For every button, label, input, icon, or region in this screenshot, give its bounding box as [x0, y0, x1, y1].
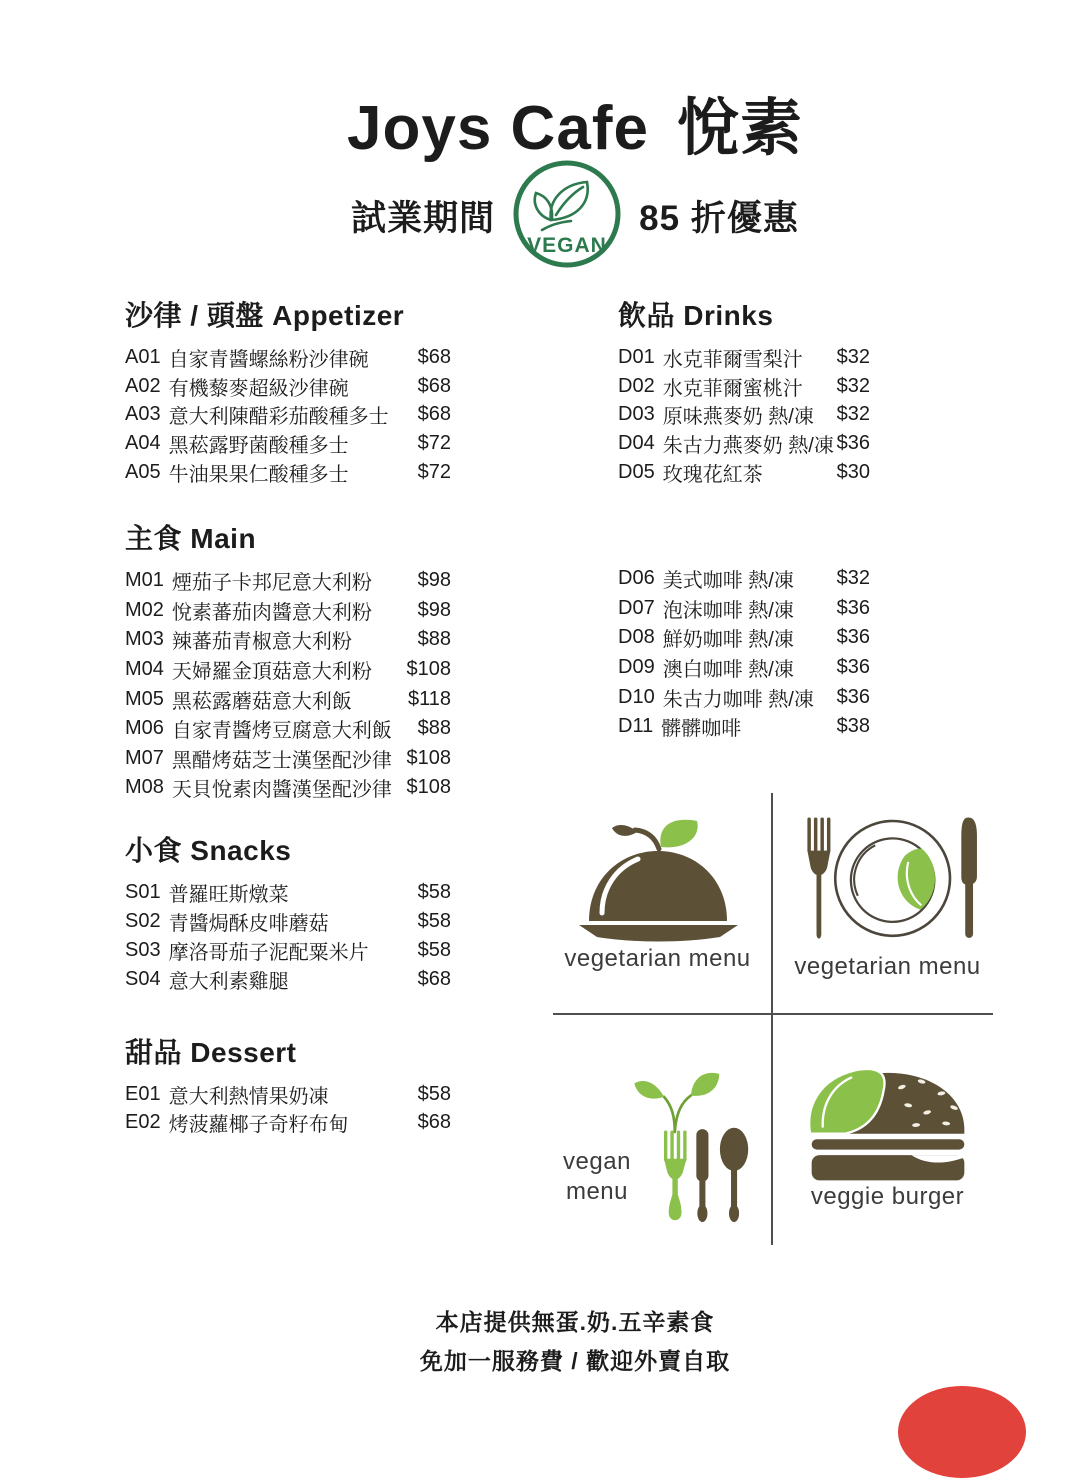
item-code: M08 — [125, 776, 164, 799]
item-name: 水克菲爾雪梨汁 — [662, 348, 803, 371]
item-name: 青醬焗酥皮啡蘑菇 — [168, 913, 329, 935]
item-code: S02 — [125, 910, 161, 932]
item-price: $68 — [417, 345, 451, 368]
item-code: E02 — [125, 1111, 161, 1134]
item-price: $72 — [417, 460, 451, 483]
item-code: M07 — [125, 746, 164, 769]
section-drinks — [618, 294, 870, 486]
veggie-burger-icon — [798, 1057, 978, 1182]
menu-item-a04 — [125, 429, 451, 458]
menu-item-d05 — [618, 458, 870, 487]
item-name: 烤菠蘿椰子奇籽布甸 — [168, 1114, 349, 1137]
footer-note-service: 免加一服務費 / 歡迎外賣自取 — [419, 1348, 731, 1374]
vegan-badge-label: VEGAN — [527, 233, 608, 257]
item-name: 黑菘露野菌酸種多士 — [168, 434, 349, 457]
item-code: M02 — [125, 598, 164, 621]
cloche-leaf-icon — [571, 819, 746, 949]
item-code: A05 — [125, 460, 161, 483]
promo-right-text: 85 折優惠 — [639, 199, 799, 238]
section-title: 飲品 Drinks — [618, 300, 774, 331]
item-code: A04 — [125, 431, 161, 454]
menu-item-e02 — [125, 1108, 451, 1136]
item-code: D03 — [618, 403, 655, 426]
item-name: 意大利陳醋彩茄酸種多士 — [168, 406, 389, 429]
menu-item-d01 — [618, 343, 870, 372]
item-price: $32 — [836, 345, 870, 368]
illustration-caption: vegan menu — [563, 1148, 631, 1205]
menu-item-d03 — [618, 400, 870, 429]
item-price: $108 — [406, 776, 451, 799]
item-name: 玫瑰花紅茶 — [662, 463, 763, 486]
menu-item-m06 — [125, 714, 451, 744]
item-price: $68 — [417, 403, 451, 426]
item-name: 朱古力燕麥奶 熱/凍 — [662, 434, 834, 457]
item-price: $36 — [836, 626, 870, 649]
section-title: 甜品 Dessert — [125, 1037, 297, 1068]
item-name: 辣蕃茄青椒意大利粉 — [171, 631, 352, 654]
menu-item-m03 — [125, 625, 451, 655]
menu-item-s04 — [125, 965, 451, 994]
item-name: 意大利素雞腿 — [168, 971, 289, 993]
item-name: 悅素蕃茄肉醬意大利粉 — [171, 601, 372, 624]
item-code: S04 — [125, 968, 161, 990]
illustration-caption: vegetarian menu — [794, 953, 981, 980]
item-price: $108 — [406, 658, 451, 681]
section-title: 主食 Main — [125, 523, 257, 554]
section-appetizer — [125, 294, 451, 486]
item-price: $98 — [417, 598, 451, 621]
item-price: $72 — [417, 431, 451, 454]
item-price: $58 — [417, 910, 451, 932]
menu-item-m07 — [125, 744, 451, 774]
illustration-veggie-burger — [775, 1017, 1000, 1235]
menu-item-a01 — [125, 343, 451, 372]
item-code: D08 — [618, 626, 655, 649]
item-code: S01 — [125, 881, 161, 903]
illustration-cloche — [545, 793, 770, 1011]
item-code: A02 — [125, 374, 161, 397]
promo-banner — [70, 158, 1080, 274]
item-name: 意大利熱情果奶凍 — [168, 1085, 329, 1108]
item-code: M03 — [125, 628, 164, 651]
item-name: 摩洛哥茄子泥配粟米片 — [168, 942, 369, 964]
item-name: 普羅旺斯燉菜 — [168, 884, 289, 906]
section-dessert — [125, 1031, 451, 1137]
item-price: $88 — [417, 628, 451, 651]
menu-item-a03 — [125, 400, 451, 429]
item-price: $36 — [836, 656, 870, 679]
item-price: $36 — [836, 596, 870, 619]
menu-item-a02 — [125, 372, 451, 401]
item-name: 天貝悅素肉醬漢堡配沙律 — [171, 779, 392, 802]
item-code: A03 — [125, 403, 161, 426]
item-code: D02 — [618, 374, 655, 397]
item-name: 水克菲爾蜜桃汁 — [662, 377, 803, 400]
item-price: $68 — [417, 374, 451, 397]
menu-item-m04 — [125, 655, 451, 685]
item-name: 有機藜麥超級沙律碗 — [168, 377, 349, 400]
illustration-caption: veggie burger — [810, 1183, 965, 1210]
section-title: 小食 Snacks — [125, 835, 292, 866]
vegan-illustration-grid — [545, 793, 1000, 1245]
footer-note-diet: 本店提供無蛋.奶.五辛素食 — [435, 1309, 715, 1335]
page-title-en: Joys Cafe — [347, 94, 649, 163]
illustration-plate — [775, 793, 1000, 1011]
item-name: 黑菘露蘑菇意大利飯 — [171, 690, 352, 713]
item-price: $32 — [836, 403, 870, 426]
menu-item-d11 — [618, 712, 870, 742]
item-code: M05 — [125, 687, 164, 710]
item-name: 泡沫咖啡 熱/凍 — [662, 599, 794, 622]
item-name: 鮮奶咖啡 熱/凍 — [662, 629, 794, 652]
item-name: 黑醋烤菇芝士漢堡配沙律 — [171, 749, 392, 772]
item-price: $58 — [417, 939, 451, 961]
menu-item-e01 — [125, 1080, 451, 1108]
item-price: $32 — [836, 567, 870, 590]
menu-item-d07 — [618, 594, 870, 624]
menu-item-d02 — [618, 372, 870, 401]
item-name: 自家青醬螺絲粉沙律碗 — [168, 348, 369, 371]
item-code: D06 — [618, 567, 655, 590]
item-price: $118 — [407, 687, 451, 710]
section-snacks — [125, 829, 451, 994]
menu-item-m08 — [125, 773, 451, 803]
item-name: 原味燕麥奶 熱/凍 — [662, 406, 814, 429]
menu-item-d08 — [618, 623, 870, 653]
section-coffee-drinks — [618, 564, 870, 742]
promo-left-text: 試業期間 — [351, 199, 496, 238]
item-code: M04 — [125, 658, 164, 681]
item-name: 朱古力咖啡 熱/凍 — [662, 688, 814, 711]
red-sticker — [898, 1386, 1026, 1478]
sprout-cutlery-icon — [633, 1059, 761, 1239]
item-price: $58 — [417, 1082, 451, 1105]
section-main — [125, 517, 451, 803]
grid-horizontal-divider — [553, 1013, 993, 1015]
item-name: 美式咖啡 熱/凍 — [662, 570, 794, 593]
item-code: M01 — [125, 569, 164, 592]
menu-item-s01 — [125, 878, 451, 907]
item-price: $36 — [836, 431, 870, 454]
item-code: E01 — [125, 1082, 161, 1105]
menu-item-a05 — [125, 458, 451, 487]
item-code: D01 — [618, 345, 655, 368]
item-code: S03 — [125, 939, 161, 961]
menu-item-d06 — [618, 564, 870, 594]
item-price: $98 — [417, 569, 451, 592]
item-code: D05 — [618, 460, 655, 483]
page-title — [70, 78, 1080, 167]
menu-item-s03 — [125, 936, 451, 965]
vegan-badge-icon — [511, 158, 623, 275]
item-price: $32 — [836, 374, 870, 397]
item-price: $68 — [417, 1111, 451, 1134]
illustration-vegan-cutlery — [545, 1017, 770, 1235]
illustration-caption: vegetarian menu — [564, 945, 751, 972]
plate-fork-knife-icon — [790, 811, 990, 951]
item-price: $68 — [417, 968, 451, 990]
menu-item-d04 — [618, 429, 870, 458]
item-code: D07 — [618, 596, 655, 619]
item-code: D04 — [618, 431, 655, 454]
item-price: $30 — [836, 460, 870, 483]
item-name: 自家青醬烤豆腐意大利飯 — [171, 720, 392, 743]
menu-item-d09 — [618, 653, 870, 683]
item-code: M06 — [125, 717, 164, 740]
item-name: 天婦羅金頂菇意大利粉 — [171, 661, 372, 684]
item-price: $88 — [417, 717, 451, 740]
section-title: 沙律 / 頭盤 Appetizer — [125, 300, 405, 331]
menu-item-d10 — [618, 682, 870, 712]
item-name: 煙茄子卡邦尼意大利粉 — [171, 572, 372, 595]
item-name: 牛油果果仁酸種多士 — [168, 463, 349, 486]
menu-item-m01 — [125, 566, 451, 596]
item-code: A01 — [125, 345, 161, 368]
menu-item-m02 — [125, 596, 451, 626]
grid-vertical-divider — [771, 793, 773, 1245]
item-name: 髒髒咖啡 — [661, 718, 742, 741]
item-price: $108 — [406, 746, 451, 769]
menu-item-m05 — [125, 684, 451, 714]
item-name: 澳白咖啡 熱/凍 — [662, 659, 794, 682]
page-title-zh: 悅素 — [676, 94, 803, 163]
item-code: D09 — [618, 656, 655, 679]
item-price: $36 — [836, 685, 870, 708]
item-price: $38 — [836, 715, 870, 738]
item-price: $58 — [417, 881, 451, 903]
item-code: D11 — [618, 715, 654, 738]
item-code: D10 — [618, 685, 655, 708]
menu-item-s02 — [125, 907, 451, 936]
